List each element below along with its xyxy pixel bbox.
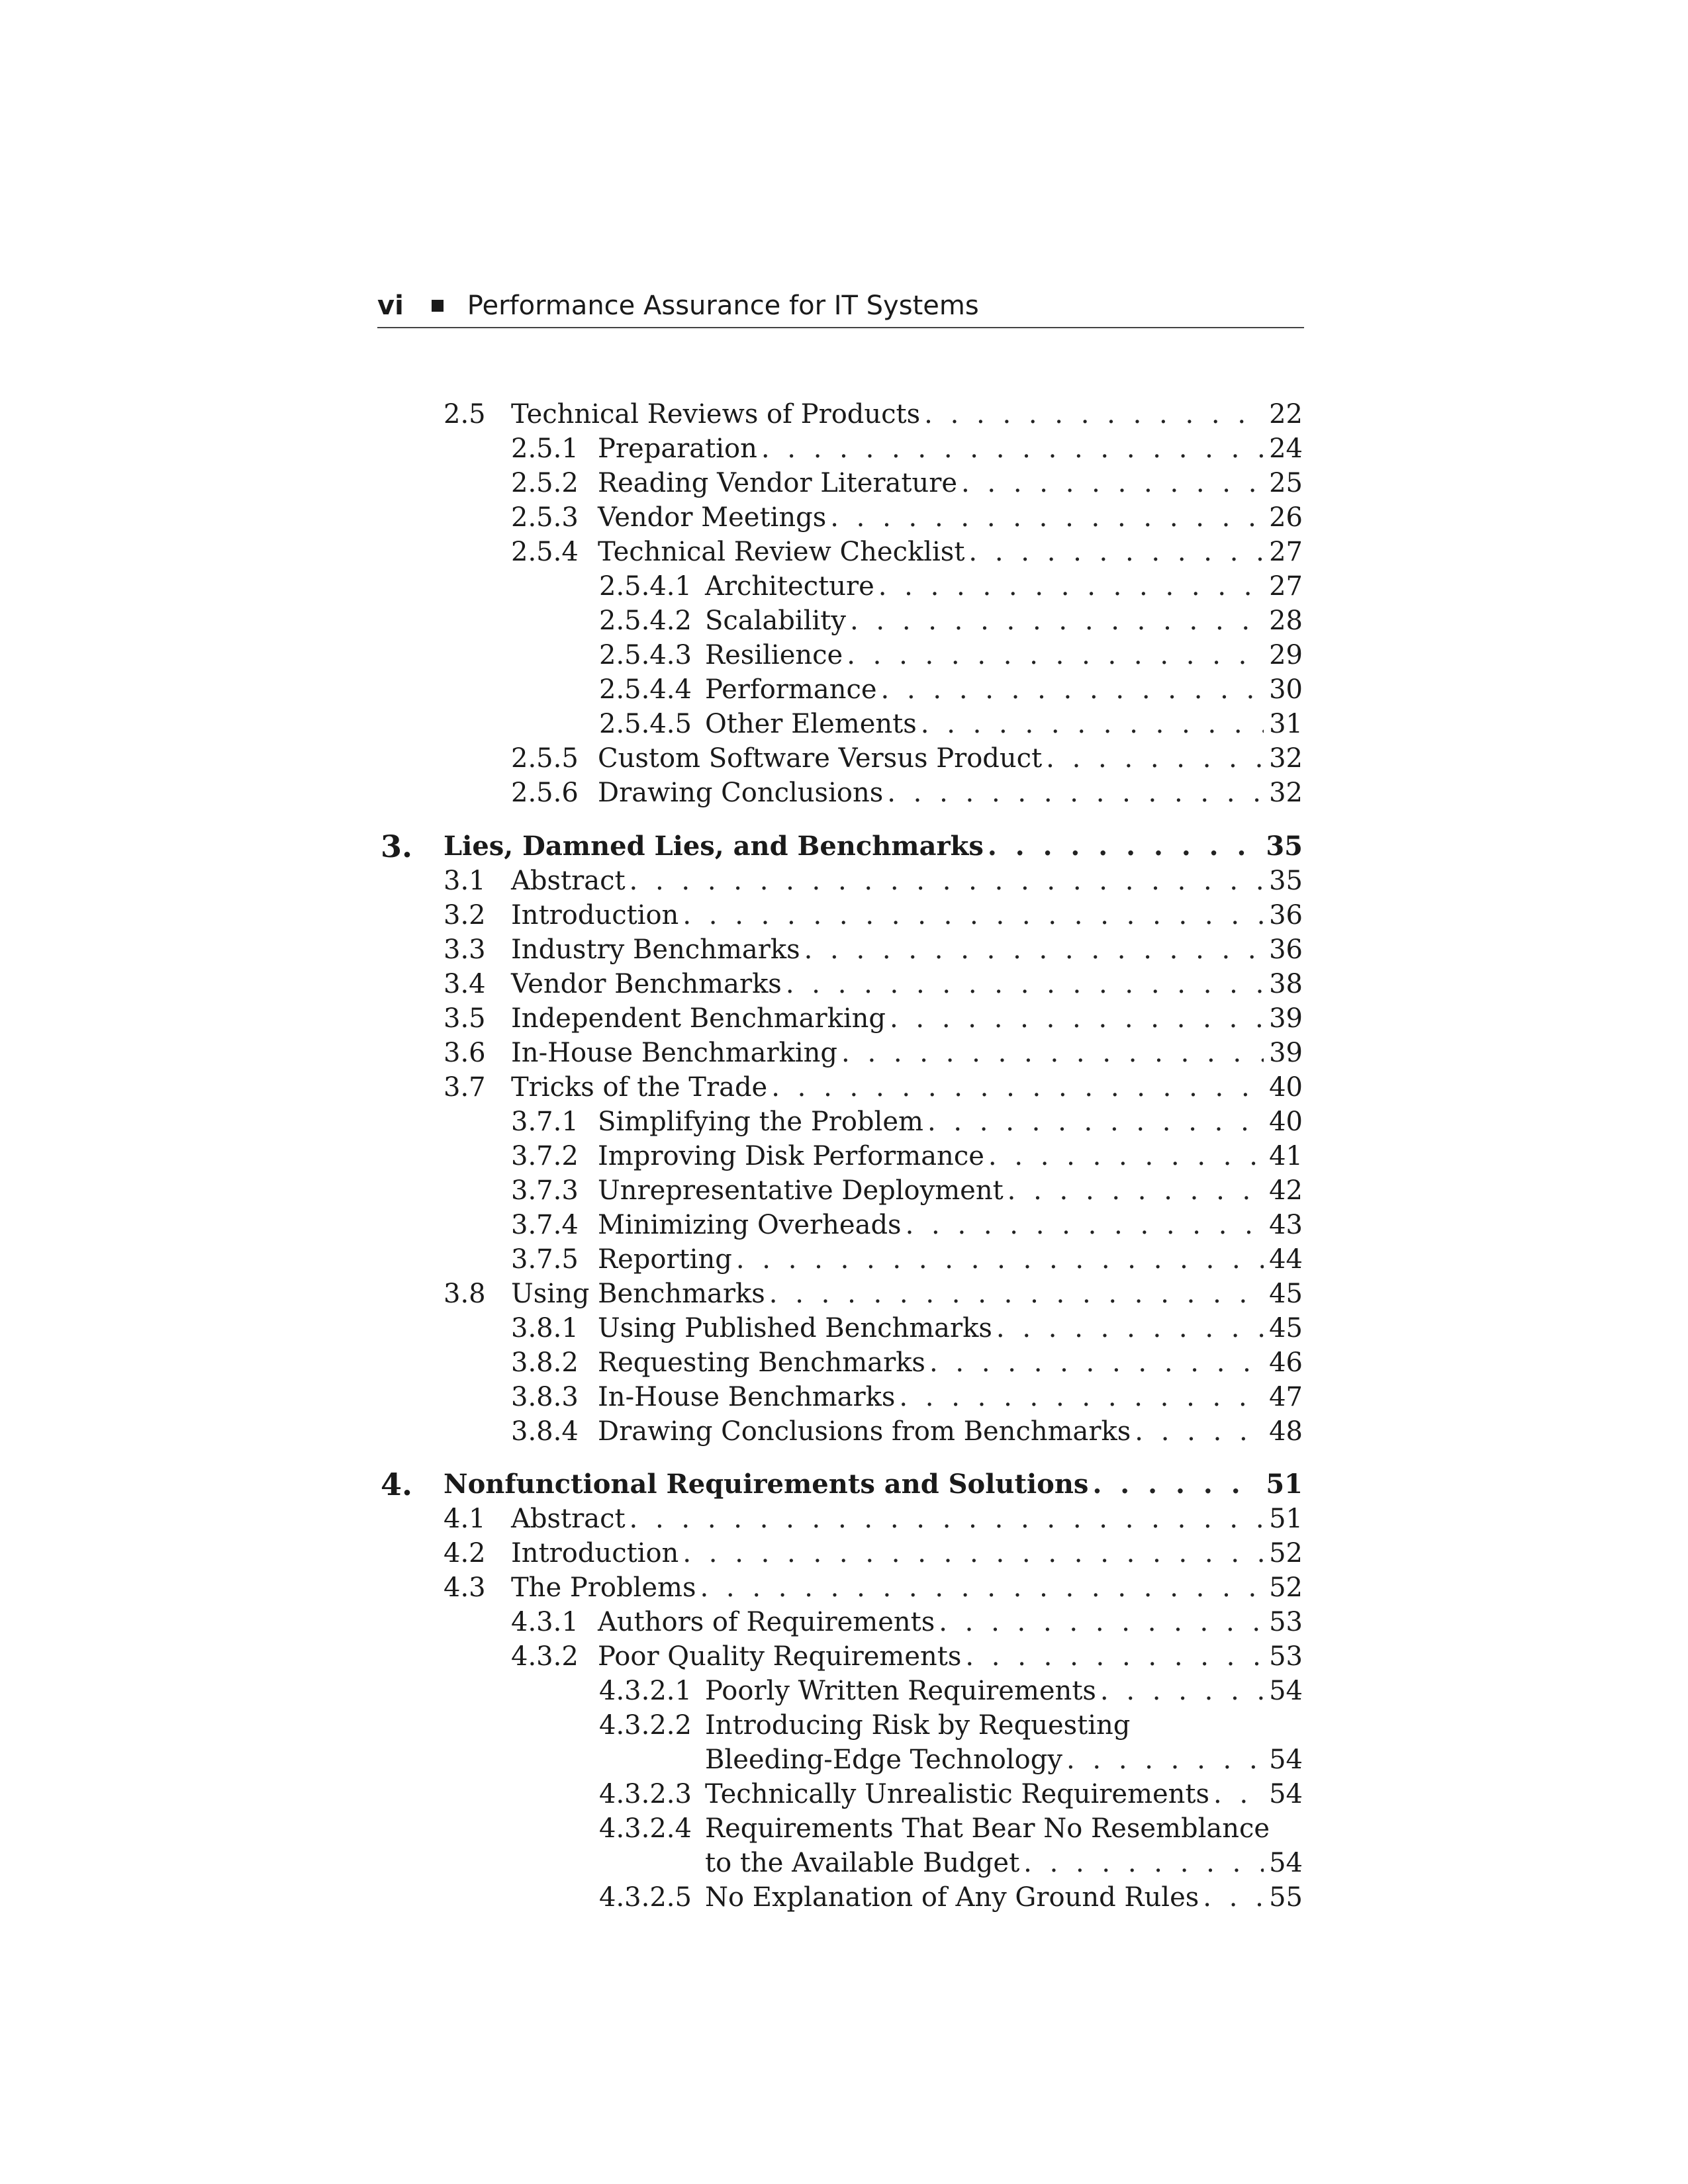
section-title: Technical Reviews of Products — [511, 399, 921, 430]
page-number: 35 — [1269, 866, 1303, 896]
section-title: Drawing Conclusions from Benchmarks — [598, 1416, 1131, 1447]
page-number: 35 — [1266, 831, 1303, 862]
toc-entry — [599, 1674, 1303, 1708]
section-title: Introduction — [511, 1538, 679, 1569]
dot-leader — [630, 1502, 1264, 1536]
running-head — [377, 285, 1304, 328]
section-number: 2.5.4.1 — [599, 571, 692, 602]
page-number: 31 — [1269, 709, 1303, 739]
toc-entry — [511, 1242, 1303, 1277]
dot-leader — [1066, 1743, 1264, 1777]
dot-leader — [682, 898, 1264, 933]
toc-entry — [444, 898, 1303, 933]
section-title: Reporting — [598, 1244, 732, 1275]
dot-leader — [927, 1105, 1264, 1139]
toc-entry-line — [705, 1880, 1303, 1915]
section-title: Abstract — [511, 1504, 626, 1534]
section-number: 2.5.4.3 — [599, 640, 692, 670]
section-title: Performance — [705, 674, 877, 705]
page-number: 45 — [1269, 1279, 1303, 1309]
section-number: 2.5.4.2 — [599, 606, 692, 636]
section-title: Introduction — [511, 900, 679, 931]
page-number: 43 — [1269, 1210, 1303, 1240]
section-number: 3.7.5 — [511, 1244, 579, 1275]
dot-leader — [1100, 1674, 1264, 1708]
toc-entry-line — [705, 1674, 1303, 1708]
toc-entry — [444, 1001, 1303, 1036]
section-number: 3.7.3 — [511, 1175, 579, 1206]
section-title: Industry Benchmarks — [511, 934, 800, 965]
page-folio: vi — [377, 291, 404, 321]
section-number: 2.5.2 — [511, 468, 579, 498]
dot-leader — [1135, 1414, 1264, 1449]
toc-entry-line — [598, 1242, 1303, 1277]
section-title: No Explanation of Any Ground Rules — [705, 1882, 1199, 1913]
page-number: 26 — [1269, 502, 1303, 533]
dot-leader — [939, 1605, 1264, 1639]
section-title: Authors of Requirements — [598, 1607, 935, 1637]
toc-entry-line — [705, 1743, 1303, 1777]
page-number: 52 — [1269, 1572, 1303, 1603]
toc-entry — [599, 1811, 1303, 1880]
section-number: 4.1 — [444, 1504, 486, 1534]
section-title: Technically Unrealistic Requirements — [705, 1779, 1210, 1809]
toc-entry — [511, 1639, 1303, 1674]
section-title: Requirements That Bear No Resemblance — [705, 1813, 1270, 1844]
dot-leader — [996, 1311, 1264, 1345]
toc-entry — [511, 741, 1303, 776]
section-number: 4.3.2.2 — [599, 1710, 692, 1741]
toc-entry-line — [511, 1036, 1303, 1070]
page-number: 51 — [1266, 1469, 1303, 1500]
section-number: 3.5 — [444, 1003, 486, 1034]
toc-entry — [511, 1173, 1303, 1208]
section-title: Simplifying the Problem — [598, 1107, 923, 1137]
section-title: Reading Vendor Literature — [598, 468, 957, 498]
toc-entry — [444, 1277, 1303, 1311]
toc-entry — [444, 864, 1303, 898]
section-title: Abstract — [511, 866, 626, 896]
page-number: 30 — [1269, 674, 1303, 705]
toc-entry — [444, 1570, 1303, 1605]
toc-entry-line — [598, 1414, 1303, 1449]
dot-leader — [1008, 1173, 1264, 1208]
toc-entry — [444, 397, 1303, 432]
section-number: 3.8.4 — [511, 1416, 579, 1447]
dot-leader — [988, 829, 1260, 864]
toc-entry — [511, 432, 1303, 466]
page-number: 27 — [1269, 537, 1303, 567]
section-number: 3.3 — [444, 934, 486, 965]
dot-leader — [830, 500, 1264, 535]
toc-entry-line — [598, 741, 1303, 776]
page-number: 55 — [1269, 1882, 1303, 1913]
page-number: 45 — [1269, 1313, 1303, 1343]
dot-leader — [761, 432, 1264, 466]
page-number: 32 — [1269, 778, 1303, 808]
page-number: 39 — [1269, 1003, 1303, 1034]
section-title: Drawing Conclusions — [598, 778, 884, 808]
toc-entry — [511, 1208, 1303, 1242]
toc-entry — [511, 500, 1303, 535]
toc-entry-line — [598, 535, 1303, 569]
page-number: 41 — [1269, 1141, 1303, 1171]
section-title: Independent Benchmarking — [511, 1003, 886, 1034]
toc-entry — [599, 1880, 1303, 1915]
dot-leader — [630, 864, 1264, 898]
dot-leader — [700, 1570, 1264, 1605]
toc-entry-line — [511, 1570, 1303, 1605]
dot-leader — [1213, 1777, 1264, 1811]
section-number: 3.2 — [444, 900, 486, 931]
toc-entry-line — [705, 672, 1303, 707]
section-number: 2.5.3 — [511, 502, 579, 533]
dot-leader — [906, 1208, 1264, 1242]
section-number: 3.8.2 — [511, 1347, 579, 1378]
dot-leader — [965, 1639, 1264, 1674]
toc-entry — [444, 967, 1303, 1001]
page-number: 40 — [1269, 1072, 1303, 1103]
dot-leader — [841, 1036, 1264, 1070]
page-number: 40 — [1269, 1107, 1303, 1137]
section-title: Custom Software Versus Product — [598, 743, 1043, 774]
toc-entry-line — [511, 933, 1303, 967]
toc-entry-line — [598, 432, 1303, 466]
page-number: 51 — [1269, 1504, 1303, 1534]
section-number: 4.2 — [444, 1538, 486, 1569]
section-title: Using Published Benchmarks — [598, 1313, 992, 1343]
toc-entry-line — [511, 1277, 1303, 1311]
section-number: 4.3.2.5 — [599, 1882, 692, 1913]
toc-entry-line — [511, 1070, 1303, 1105]
section-title: Unrepresentative Deployment — [598, 1175, 1004, 1206]
section-title: Architecture — [705, 571, 874, 602]
section-title: In-House Benchmarking — [511, 1038, 838, 1068]
page-number: 46 — [1269, 1347, 1303, 1378]
toc-entry — [511, 1380, 1303, 1414]
section-title: Poor Quality Requirements — [598, 1641, 962, 1672]
toc-entry-line — [598, 776, 1303, 810]
toc-entry-line — [444, 829, 1303, 864]
dot-leader — [1203, 1880, 1264, 1915]
section-title: Improving Disk Performance — [598, 1141, 984, 1171]
section-title: Tricks of the Trade — [511, 1072, 768, 1103]
page-number: 53 — [1269, 1641, 1303, 1672]
section-number: 3.7.2 — [511, 1141, 579, 1171]
section-number: 4.3.2.4 — [599, 1813, 692, 1844]
section-title: Minimizing Overheads — [598, 1210, 902, 1240]
toc-entry-line — [511, 397, 1303, 432]
dot-leader — [847, 638, 1264, 672]
toc-entry-line — [598, 1380, 1303, 1414]
dot-leader — [881, 672, 1264, 707]
page-number: 53 — [1269, 1607, 1303, 1637]
toc-entry-line — [705, 604, 1303, 638]
section-title: Poorly Written Requirements — [705, 1676, 1096, 1706]
dot-leader — [887, 776, 1264, 810]
section-title: Technical Review Checklist — [598, 537, 965, 567]
page-number: 44 — [1269, 1244, 1303, 1275]
section-number: 2.5.4.5 — [599, 709, 692, 739]
section-number: 3.1 — [444, 866, 486, 896]
section-title: Introducing Risk by Requesting — [705, 1710, 1131, 1741]
toc-entry — [511, 1345, 1303, 1380]
dot-leader — [1092, 1467, 1260, 1502]
section-number: 3.7.4 — [511, 1210, 579, 1240]
toc-entry-line — [598, 1105, 1303, 1139]
dot-leader — [786, 967, 1264, 1001]
toc-entry-line — [511, 1536, 1303, 1570]
toc-entry — [599, 707, 1303, 741]
toc-entry-line — [511, 1001, 1303, 1036]
toc-entry — [444, 1036, 1303, 1070]
dot-leader — [899, 1380, 1264, 1414]
dot-leader — [736, 1242, 1264, 1277]
section-number: 4.3.2.1 — [599, 1676, 692, 1706]
toc-entry-line — [511, 1502, 1303, 1536]
section-title: Preparation — [598, 433, 757, 464]
square-bullet-icon — [432, 300, 444, 312]
dot-leader — [968, 535, 1264, 569]
book-title: Performance Assurance for IT Systems — [467, 291, 979, 321]
toc-entry-line — [598, 1605, 1303, 1639]
toc-entry — [599, 638, 1303, 672]
dot-leader — [1023, 1846, 1264, 1880]
toc-entry-line — [705, 1846, 1303, 1880]
dot-leader — [804, 933, 1264, 967]
toc-entry — [444, 1070, 1303, 1105]
toc-entry — [511, 1414, 1303, 1449]
section-title: In-House Benchmarks — [598, 1382, 896, 1412]
section-number: 3.8 — [444, 1279, 486, 1309]
section-title: Lies, Damned Lies, and Benchmarks — [444, 831, 984, 862]
section-number: 2.5.4 — [511, 537, 579, 567]
page-number: 47 — [1269, 1382, 1303, 1412]
toc-entry-line — [598, 1173, 1303, 1208]
section-title-continued: to the Available Budget — [705, 1848, 1020, 1878]
dot-leader — [929, 1345, 1264, 1380]
dot-leader — [682, 1536, 1264, 1570]
section-title: Vendor Benchmarks — [511, 969, 782, 999]
page-number: 28 — [1269, 606, 1303, 636]
page-number: 27 — [1269, 571, 1303, 602]
toc-entry — [444, 1536, 1303, 1570]
section-number: 3.7 — [444, 1072, 486, 1103]
section-number: 4. — [381, 1467, 413, 1502]
page-number: 36 — [1269, 900, 1303, 931]
page-number: 32 — [1269, 743, 1303, 774]
toc-entry — [511, 535, 1303, 569]
toc-entry — [511, 1605, 1303, 1639]
toc-entry-line — [598, 1345, 1303, 1380]
toc-chapter-entry — [381, 829, 1303, 864]
toc-entry-line — [444, 1467, 1303, 1502]
toc-entry — [599, 1708, 1303, 1777]
section-number: 3. — [381, 829, 413, 864]
dot-leader — [850, 604, 1264, 638]
section-title-continued: Bleeding-Edge Technology — [705, 1745, 1062, 1775]
toc-chapter-entry — [381, 1467, 1303, 1502]
section-title: Scalability — [705, 606, 846, 636]
section-number: 2.5.6 — [511, 778, 579, 808]
section-number: 3.4 — [444, 969, 486, 999]
toc-entry — [599, 672, 1303, 707]
toc-entry — [511, 1311, 1303, 1345]
toc-entry-line — [511, 864, 1303, 898]
page-number: 42 — [1269, 1175, 1303, 1206]
section-title: Requesting Benchmarks — [598, 1347, 925, 1378]
toc-entry-line — [705, 1777, 1303, 1811]
toc-entry — [511, 1105, 1303, 1139]
section-number: 3.6 — [444, 1038, 486, 1068]
page-number: 54 — [1269, 1779, 1303, 1809]
section-number: 2.5.1 — [511, 433, 579, 464]
dot-leader — [1046, 741, 1264, 776]
toc-entry-line — [598, 466, 1303, 500]
toc-entry — [511, 776, 1303, 810]
toc-entry — [511, 466, 1303, 500]
toc-entry-line — [598, 500, 1303, 535]
toc-entry-line — [598, 1139, 1303, 1173]
toc-entry-line — [705, 707, 1303, 741]
page-number: 24 — [1269, 433, 1303, 464]
dot-leader — [771, 1070, 1264, 1105]
dot-leader — [878, 569, 1264, 604]
section-title: Vendor Meetings — [598, 502, 827, 533]
toc-entry — [599, 604, 1303, 638]
toc-entry-line — [511, 898, 1303, 933]
page-number: 38 — [1269, 969, 1303, 999]
toc-entry — [599, 1777, 1303, 1811]
dot-leader — [769, 1277, 1264, 1311]
toc-entry — [444, 933, 1303, 967]
toc-entry-line — [511, 967, 1303, 1001]
section-number: 2.5.4.4 — [599, 674, 692, 705]
page-number: 22 — [1269, 399, 1303, 430]
toc-entry-line — [598, 1639, 1303, 1674]
page-number: 36 — [1269, 934, 1303, 965]
toc-entry — [599, 569, 1303, 604]
toc-entry — [511, 1139, 1303, 1173]
toc-entry — [444, 1502, 1303, 1536]
page-number: 25 — [1269, 468, 1303, 498]
page-number: 48 — [1269, 1416, 1303, 1447]
section-title: The Problems — [511, 1572, 696, 1603]
section-number: 4.3 — [444, 1572, 486, 1603]
dot-leader — [921, 707, 1264, 741]
section-number: 3.7.1 — [511, 1107, 579, 1137]
page-number: 52 — [1269, 1538, 1303, 1569]
dot-leader — [924, 397, 1264, 432]
section-number: 4.3.2 — [511, 1641, 579, 1672]
section-title: Resilience — [705, 640, 843, 670]
section-number: 2.5.5 — [511, 743, 579, 774]
toc-entry-line — [705, 569, 1303, 604]
dot-leader — [988, 1139, 1264, 1173]
dot-leader — [961, 466, 1264, 500]
section-number: 2.5 — [444, 399, 486, 430]
section-title: Using Benchmarks — [511, 1279, 765, 1309]
section-number: 4.3.1 — [511, 1607, 579, 1637]
dot-leader — [890, 1001, 1264, 1036]
section-number: 3.8.3 — [511, 1382, 579, 1412]
section-title: Other Elements — [705, 709, 917, 739]
page-number: 54 — [1269, 1848, 1303, 1878]
section-number: 3.8.1 — [511, 1313, 579, 1343]
toc-entry-line — [598, 1208, 1303, 1242]
section-title: Nonfunctional Requirements and Solutions — [444, 1469, 1089, 1500]
page-number: 54 — [1269, 1676, 1303, 1706]
toc-entry-line — [598, 1311, 1303, 1345]
toc-entry-line — [705, 638, 1303, 672]
page-number: 29 — [1269, 640, 1303, 670]
section-number: 4.3.2.3 — [599, 1779, 692, 1809]
page-number: 54 — [1269, 1745, 1303, 1775]
page-number: 39 — [1269, 1038, 1303, 1068]
